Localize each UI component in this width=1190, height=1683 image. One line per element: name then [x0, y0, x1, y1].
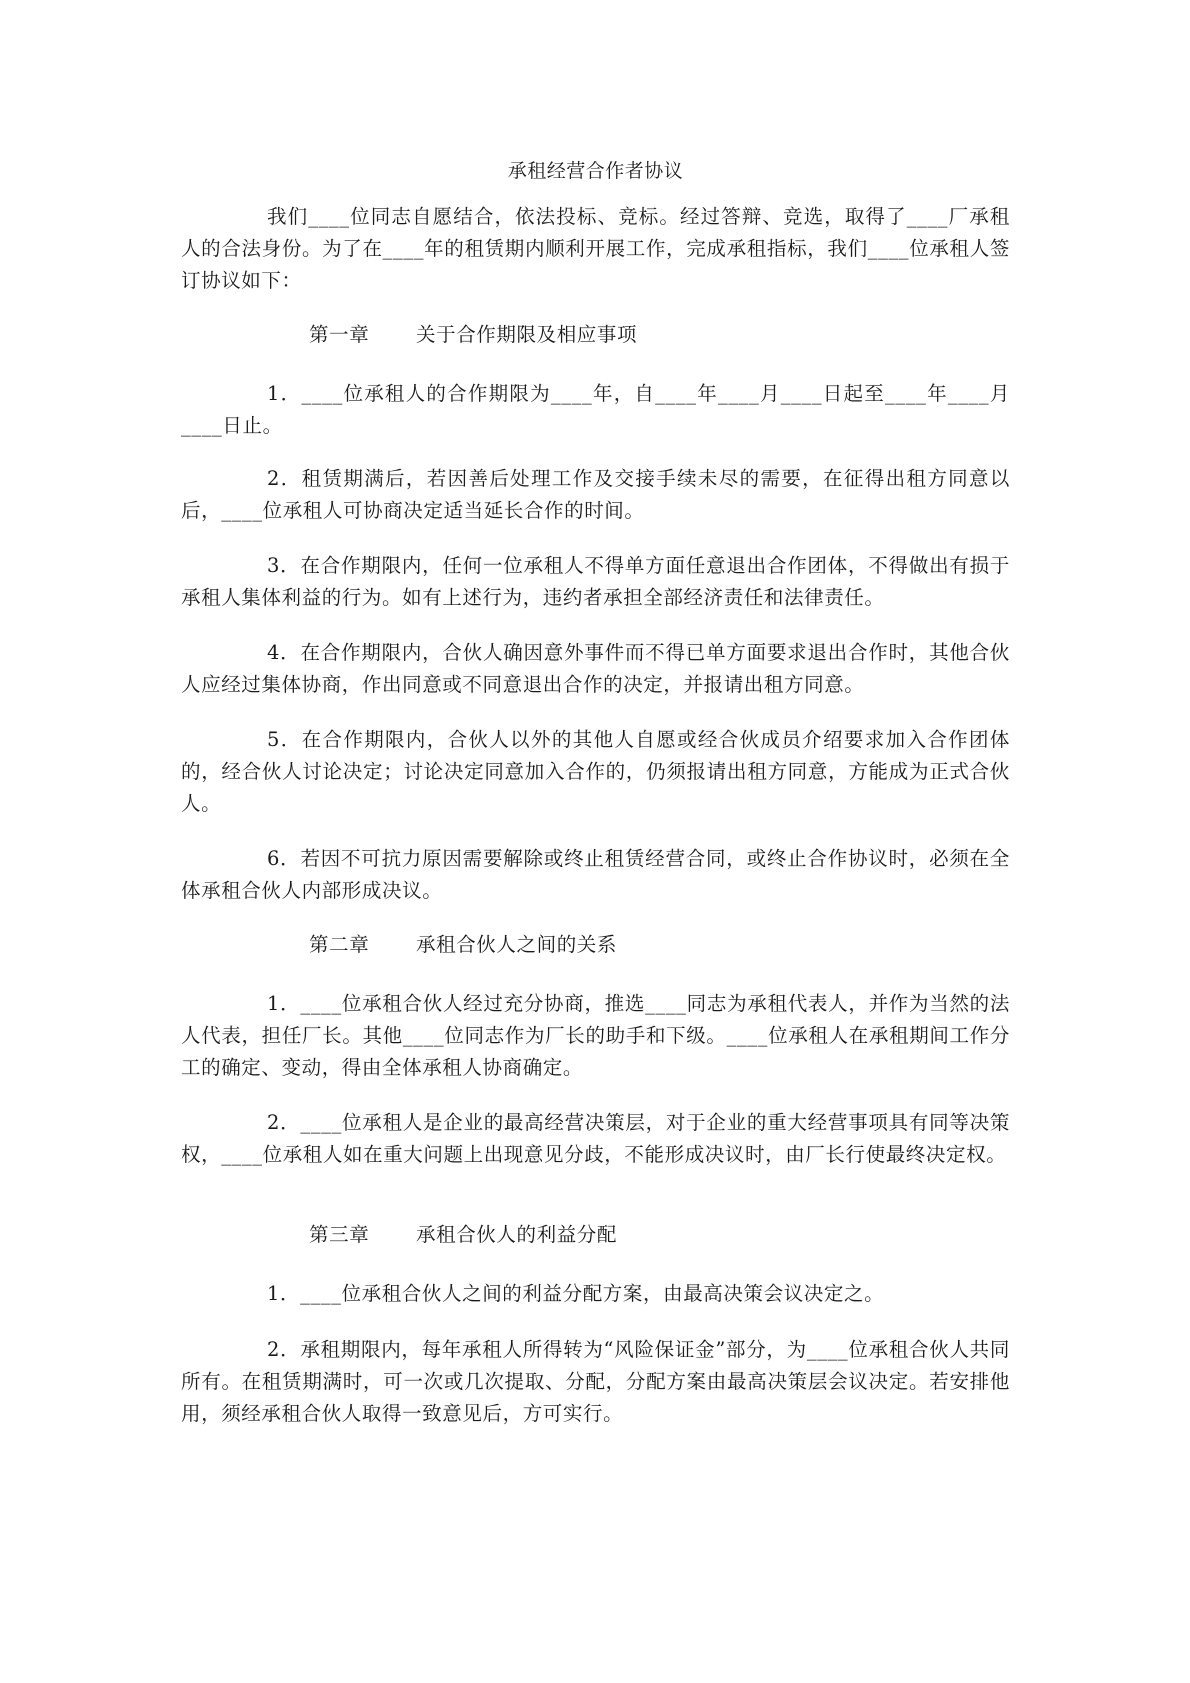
- chapter-1-clause-4: 4．在合作期限内，合伙人确因意外事件而不得已单方面要求退出合作时，其他合伙人应经过集体协商，作出同意或不同意退出合作的决定，并报请出租方同意。: [181, 641, 1010, 696]
- chapter-1-clause-3: 3．在合作期限内，任何一位承租人不得单方面任意退出合作团体，不得做出有损于承租人集体利益的行为。如有上述行为，违约者承担全部经济责任和法律责任。: [181, 554, 1010, 609]
- chapter-1-label: 第一章: [309, 323, 370, 346]
- chapter-3-clause-2: 2．承租期限内，每年承租人所得转为“风险保证金”部分，为____位承租合伙人共同所有。在租赁期满时，可一次或几次提取、分配，分配方案由最高决策层会议决定。若安排他用，须经承租合伙人取得一致意见后，方可实行。: [181, 1338, 1010, 1425]
- chapter-1-title: 关于合作期限及相应事项: [416, 323, 638, 346]
- chapter-1-clause-5: 5．在合作期限内，合伙人以外的其他人自愿或经合伙成员介绍要求加入合作团体的，经合伙人讨论决定；讨论决定同意加入合作的，仍须报请出租方同意，方能成为正式合伙人。: [181, 728, 1010, 815]
- chapter-1-clause-2: 2．租赁期满后，若因善后处理工作及交接手续未尽的需要，在征得出租方同意以后，____位承租人可协商决定适当延长合作的时间。: [181, 467, 1010, 522]
- chapter-3-title: 承租合伙人的利益分配: [416, 1223, 618, 1246]
- chapter-2-clause-2: 2．____位承租人是企业的最高经营决策层，对于企业的重大经营事项具有同等决策权，____位承租人如在重大问题上出现意见分歧，不能形成决议时，由厂长行使最终决定权。: [181, 1111, 1010, 1166]
- chapter-1-clause-1: 1．____位承租人的合作期限为____年，自____年____月____日起至____年____月____日止。: [181, 382, 1010, 437]
- chapter-1-heading: [309, 322, 637, 348]
- chapter-2-label: 第二章: [309, 933, 370, 956]
- chapter-2-title: 承租合伙人之间的关系: [416, 933, 618, 956]
- chapter-2-heading: [309, 932, 617, 958]
- chapter-1-clause-6: 6．若因不可抗力原因需要解除或终止租赁经营合同，或终止合作协议时，必须在全体承租合伙人内部形成决议。: [181, 847, 1010, 902]
- document-title: 承租经营合作者协议: [507, 160, 684, 182]
- intro-paragraph: 我们____位同志自愿结合，依法投标、竞标。经过答辩、竞选，取得了____厂承租人的合法身份。为了在____年的租赁期内顺利开展工作，完成承租指标，我们____位承租人签订协议如下：: [181, 205, 1010, 292]
- chapter-3-label: 第三章: [309, 1223, 370, 1246]
- chapter-2-clause-1: 1．____位承租合伙人经过充分协商，推选____同志为承租代表人，并作为当然的法人代表，担任厂长。其他____位同志作为厂长的助手和下级。____位承租人在承租期间工作分工的确定、变动，得由全体承租人协商确定。: [181, 992, 1010, 1079]
- chapter-3-clause-1: 1．____位承租合伙人之间的利益分配方案，由最高决策会议决定之。: [267, 1282, 885, 1305]
- chapter-3-heading: [309, 1222, 617, 1248]
